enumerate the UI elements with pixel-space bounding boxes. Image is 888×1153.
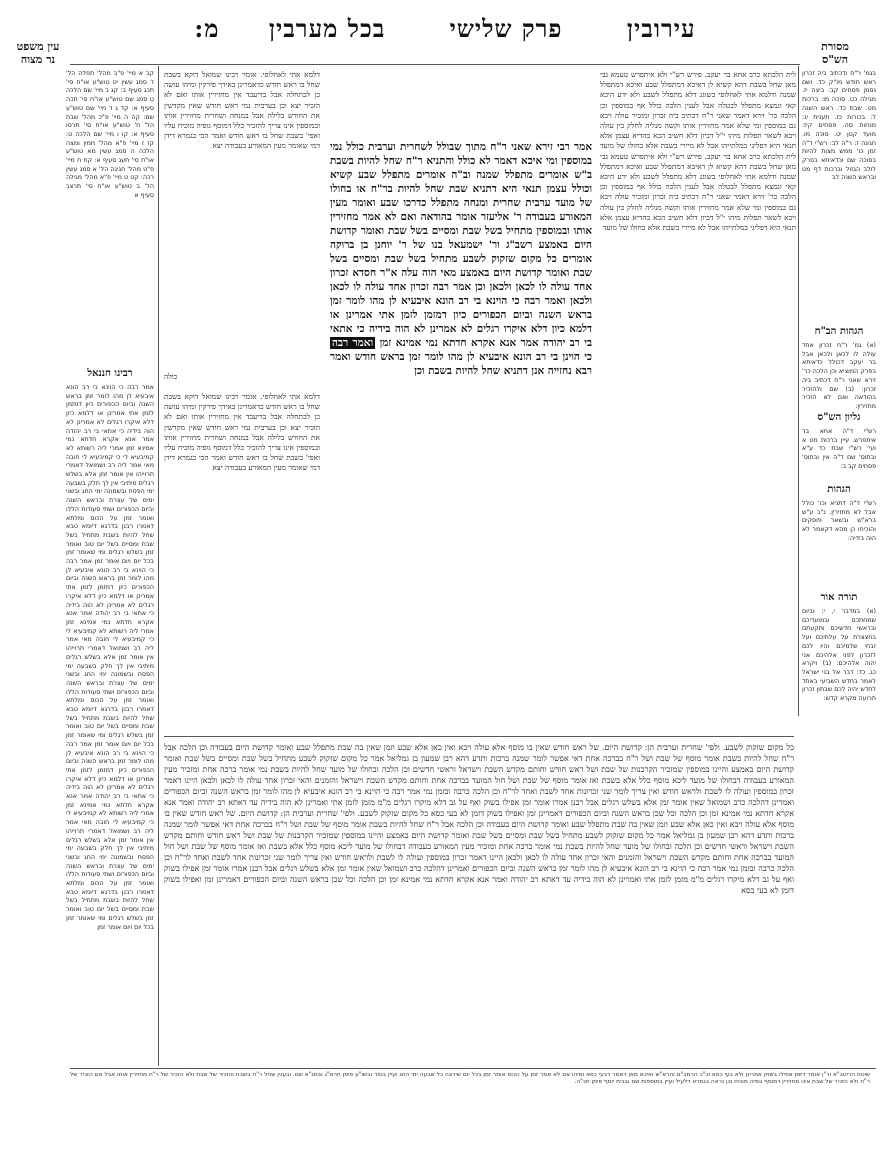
tosafot-bottom-text: כל מקום שזקוק לשבע. ולפי' שחרית וערבית הן: קדושת היום. של ראש חודש שאין בו מוסף אלא עולה ויבא ואין כאן אלא שבע וזמן שאין בה שבת מתפלל שבע ואומר קדושת היום בעבודה וכן הלכה אבל ר"ח שחל להיות בשבת אומר מוסף של שבת ושל ר"ח בברכה אחת דאי אפשר לומר שמנה ברכות ותדע דהא רבן שמעון בן גמליאל אמר כל מקום שזקוק לשבע מתחיל בשל שבת ומסיים בשל שבת ואומר קדושת היום באמצע והיינו במוספין שמזכיר הקרבנות של שבת ושל ראש חודש וחותם מקדש השבת וישראל וראשי חדשים וכן הלכה ובחולו של מועד שחל להיות בשבת נמי אומר ברכה אחת ומזכיר מעין המאורע בעבודה דבחולו של מועד ליכא מוסף כלל אלא בשבת ואז אומר מוסף של שבת ושל חול המועד בברכה אחת וחותם מקדש השבת וישראל והזמנים והאי זכרון אחד עולה לו לכאן ולכאן היינו דאמר זכרון במוספין ועולה לו לשבת ולראש חודש ואין צריך לומר שני זכרונות אחד לשבת ואחד לר"ח וכן הלכה כרבה ובזמן נמי אמר רבה כי הוינא בי רב הונא איבעיא לן מהו לומר זמן בראש השנה וביום הכפורים ואמרינן דהלכה כרב ושמואל שאין אומר זמן אלא בשלש רגלים אבל רבנן אמרו אומר זמן אפילו בשוק ואף על גב דלא מיקרו רגלים מ"מ מזמן לזמן אתי ואמרינן לא הוה בידיה עד דאתא רב יהודה ואמר אנא אקרא חדתא נמי אמינא זמן וכן הלכה וכל שכן בראש השנה וביום הכפורים דאמרינן זמן ואפילו בשוק דזמן לא בעי כסא — [164, 743, 794, 818]
tosafot-bottom-column — [164, 742, 794, 1060]
rashi-text-cont: לית הלכתא כרב אחא בר יעקב. פירש רש"י ולא איתפרש טעמא גבי מאן שחל בשבת דהא קשיא לן דאיכא דמתפלל שבע ואיכא דמתפלל שמנה ודלמא אתי לאחלופי בשוגג דלא מתפלל לשבע ולא ידע היכא קאי ונמצא מתפלל לבטלה אבל לענין הלכה כולל אף במוספין וכן הלכה כר' זירא דאמר שאני ר"ח דכתיב ביה זכרון ומזכיר עולה ויבא גם במוספין ומי שלא אמר מחזירין אותו וקשה מנליה לחלק בין עולה ויבא לשאר תפלות מיהו י"ל דכיון דלא חשיב הכא בהדיא עצמן אלא תנאי היא דפליגי במלתייהו אבל לא מיירי בשבת אלא בחולו של מועד — [600, 151, 796, 233]
tosafot-bottom-text-cont: כל מקום שזקוק לשבע. ולפי' שחרית וערבית הן: קדושת היום. של ראש חודש שאין בו מוסף אלא עולה ויבא ואין כאן אלא שבע וזמן שאין בה שבת מתפלל שבע ואומר קדושת היום בעבודה וכן הלכה אבל ר"ח שחל להיות בשבת אומר מוסף של שבת ושל ר"ח בברכה אחת דאי אפשר לומר שמנה ברכות ותדע דהא רבן שמעון בן גמליאל אמר כל מקום שזקוק לשבע מתחיל בשל שבת ומסיים בשל שבת ואומר קדושת היום באמצע והיינו במוספין שמזכיר הקרבנות של שבת ושל ראש חודש וחותם מקדש השבת וישראל וראשי חדשים וכן הלכה ובחולו של מועד שחל להיות בשבת נמי אומר ברכה אחת ומזכיר מעין המאורע בעבודה דבחולו של מועד ליכא מוסף כלל אלא בשבת ואז אומר מוסף של שבת ושל חול המועד בברכה אחת וחותם מקדש השבת וישראל והזמנים והאי זכרון אחד עולה לו לכאן ולכאן היינו דאמר זכרון במוספין ועולה לו לשבת ולראש חודש ואין צריך לומר שני זכרונות אחד לשבת ואחד לר"ח וכן הלכה כרבה ובזמן נמי אמר רבה כי הוינא בי רב הונא איבעיא לן מהו לומר זמן בראש השנה וביום הכפורים ואמרינן דהלכה כרב ושמואל שאין אומר זמן אלא בשלש רגלים אבל רבנן אמרו אומר זמן אפילו בשוק ואף על גב דלא מיקרו רגלים מ"מ מזמן לזמן אתי ואמרינן לא הוה בידיה עד דאתא רב יהודה ואמר אנא אקרא חדתא נמי אמינא זמן וכן הלכה וכל שכן בראש השנה וביום הכפורים דאמרינן זמן ואפילו בשוק דזמן לא בעי כסא — [164, 809, 794, 895]
header-title — [150, 14, 740, 44]
gemara-text: לשחרית וערבית כולל נמי במוספין ומי איכא דאמר לא כולל והתניא ר"ח שחל להיות בשבת ב"ש אומרים מתפלל שמנה וב"ה אומרים מתפלל שבע קשיא וכולל עצמן תנאי היא דתניא שבת שחל להיות בר"ח או בחולו של מועד ערבית שחרית ומנחה מתפלל כדרכו שבע ואומר מעין המאורע בעבודה ר' אליעזר אומר בהודאה ואם לא אמר מחזירין אותו ובמוספין מתחיל בשל שבת ומסיים בשל שבת ואומר קדושת היום באמצע רשב"ג ור' ישמעאל בנו של ר' יוחנן בן ברוקה אומרים כל מקום שזקוק לשבע מתחיל בשל שבת ומסיים בשל שבת ואומר קדושת היום באמצע מאי הוה עלה א"ר חסדא זכרון אחד עולה לו לכאן ולכאן וכן אמר רבה זכרון אחד עולה לו לכאן ולכאן ואמר רבה כי הוינא בי רב הונא איבעיא לן מהו לומר זמן בראש השנה וביום הכפורים כיון דמזמן לזמן אתי אמרינן או דלמא כיון דלא איקרו רגלים לא אמרינן לא הוה בידיה כי אתאי בי רב יהודה אמר אנא אקרא חדתא נמי אמינא זמן — [330, 141, 592, 349]
hagahot-text: רש"י ד"ה דתניא וכו' כולל אבל לא מחזירין. נ"ב ע"ש ברא"ש ובשאר פוסקים והוכיחו כן מהא דקאמר לא הוה בידיה: — [802, 500, 876, 542]
gemara-highlight: ואמר רבה — [332, 337, 374, 349]
right-rule — [798, 66, 799, 716]
page-header — [150, 12, 740, 52]
hagahot-habach-title: הגהות הב"ח — [814, 326, 864, 337]
footer-text: שיטת הריטב"א ור"ן אומר דזמן אפילו בשוק אמרינן ולא בעי כסא וכ"כ הרמב"ם והרא"ש ואיכא מאן דאמר דבעי כסא ומיהו אם לא אמר זמן על הכוס אומר זמן בכל יום שירצה כל שבעה ימי החג ועיין בטור ובשו"ע סימן תרמ"ג ובמג"א שם. ובענין שחל ר"ח בשבת והזכיר של שבת ולא הזכיר של ר"ח מחזירין אותו אבל אם הזכיר של ר"ח ולא הזכיר של שבת אינו מחזירין דמוסף גופיה מוכיח וכן נראה בגמרא דלעיל ועיין בתוספות שם ובבית יוסף סימן תכ"ה. — [70, 1072, 870, 1086]
footer-rule — [70, 1068, 876, 1069]
gemara-opening: אמר רבי זירא שאני ר"ח מתוך שבולל — [436, 141, 592, 153]
left-rule — [158, 66, 159, 1066]
rabbeinu-chananel-column — [66, 384, 154, 1064]
tosafot-column — [164, 70, 320, 370]
torah-or-title: תורה אור — [820, 592, 858, 603]
tosafot-end-word: כולה — [164, 372, 178, 381]
footer-notes — [70, 1072, 870, 1142]
daf-number: מ: — [194, 14, 220, 43]
gilyon-text: רש"י ד"ה אחא בר איתפרש. עיין ברכות מט א ועי' רש"י שבת כד ע"א ובתוס' שם ד"ה אין ובתוס' פסחים קב ב: — [802, 428, 876, 470]
gilyon-title: גליון הש"ס — [817, 412, 861, 423]
rashi-column — [600, 70, 796, 770]
gilyon-column — [802, 428, 876, 480]
ein-mishpat-label-line1: עין משפט — [16, 40, 60, 53]
rabbeinu-chananel-title: רבינו חננאל — [87, 368, 133, 379]
tosafot-text: דלמא אתי לאחלופי. אומר רבינו שמואל דוקא בשבת שחל בו ראש חודש כדאמרינן באידך פירקין ומיהו עושה כן לכתחלה אבל בדיעבד אין מחזירין אותו ואם לא הזכיר יצא וכן בערבית נמי ראש חודש שאין מקדשין את החודש בלילה אבל במנחה ושחרית מחזירין אותו ובמוספין אינו צריך להזכיר כלל דמוסף גופיה מוכיח עליו ואפי' בשבת שחל בו ראש חודש ואמר הכי בגמרא דידן דמי שאומר מעין המאורע בעבודה יצא — [164, 70, 320, 151]
ein-mishpat-label-line2: נר מצוה — [20, 53, 56, 66]
ein-mishpat-text: קב א מיי' פ"ב מהל' תפלה הל' ז' סמג עשין יט טוש"ע או"ח סי' תכג סעיף ב: קג ב מיי' שם הלכה ט סמג שם טוש"ע או"ח סי' תכה סעיף א: קד ג ד מיי' שם טוש"ע שם: קה ה מיי' פ"כ מהל' שבת הל' ח' טוש"ע או"ח סי' תרסו סעיף א: קו ו מיי' שם הלכה ט: קז ז מיי' פ"א מהל' חמץ ומצה הלכה ה סמג עשין מא טוש"ע או"ח סי' תעג סעיף א: קח ח מיי' פ"ט מהל' חגיגה הל' א סמג עשין רכה: קט ט מיי' פ"א מהל' מגילה הל' ב טוש"ע או"ח סי' תרצב סעיף א — [66, 70, 154, 199]
hagahot-column — [802, 500, 876, 584]
rabbeinu-chananel-text-cont: אמר רבה כי הוינא בי רב הונא איבעיא לן מהו לומר זמן בראש השנה וביום הכפורים כיון דמזמן לזמן אתי אמרינן או דלמא כיון דלא איקרו רגלים לא אמרינן לא הוה בידיה כי אתאי בי רב יהודה אמר אנא אקרא חדתא נמי אמינא זמן אמרי ליה רשותא לא קמיבעיא לי כי קמיבעיא לי חובה מאי אמר ליה רב ושמואל דאמרי תרוייהו אין אומר זמן אלא בשלש רגלים מיתיבי אין לך חלק בשבעה ימי הפסח ובשמונה ימי החג ובשני ימים של עצרת ובראש השנה וביום הכפורים ושתי סעודות הללו ואומר זמן על הכוס ומלתא דאמרו רבנן בדרגא דיומא טבא שחל להיות בשבת מתחיל בשל שבת ומסיים בשל יום טוב ואומר זמן בשלש רגלים ומי שאומר זמן בכל יום ויום אומר זמן — [66, 558, 154, 748]
masoret-column — [802, 70, 876, 320]
masoret-label — [800, 40, 870, 66]
torah-or-text: (א) במדבר י, י: וביום שמחתכם ובמועדיכם ובראשי חדשיכם ותקעתם בחצצרת על עלתיכם ועל זבחי שלמיכם והיו לכם לזכרון לפני אלהיכם אני יהוה אלהיכם: (ב) ויקרא כג, כד: דבר אל בני ישראל לאמר בחדש השביעי באחד לחדש יהיה לכם שבתון זכרון תרועה מקרא קדש: — [802, 608, 876, 703]
torah-or-column — [802, 608, 876, 708]
gemara-text-end: כי הוינן בי רב הונא איבעיא לן מהו לומר זמן בראש חודש ואמר רבא נחזייה אנן דתניא שחל להיות בשבת וכן — [330, 351, 592, 377]
header-rule — [70, 64, 800, 65]
mid-rule — [164, 736, 794, 737]
masoret-label-line1: מסורת — [821, 40, 849, 53]
hagahot-habach-column — [802, 342, 876, 410]
tractate-name: עירובין — [626, 14, 696, 43]
tosafot-end — [164, 372, 320, 386]
rashi-text: לית הלכתא כרב אחא בר יעקב. פירש רש"י ולא איתפרש טעמא גבי מאן שחל בשבת דהא קשיא לן דאיכא דמתפלל שבע ואיכא דמתפלל שמנה ודלמא אתי לאחלופי בשוגג דלא מתפלל לשבע ולא ידע היכא קאי ונמצא מתפלל לבטלה אבל לענין הלכה כולל אף במוספין וכן הלכה כר' זירא דאמר שאני ר"ח דכתיב ביה זכרון ומזכיר עולה ויבא גם במוספין ומי שלא אמר מחזירין אותו וקשה מנליה לחלק בין עולה ויבא לשאר תפלות מיהו י"ל דכיון דלא חשיב הכא בהדיא עצמן אלא תנאי היא דפליגי במלתייהו אבל לא מיירי בשבת אלא בחולו של מועד — [600, 70, 796, 151]
ein-mishpat-column — [66, 70, 154, 360]
masoret-text: בגמ' ר"ח ודכתיב ביה זכרון ראש חודש מו"ק כד. ושם נסמן פסחים קב: ביצה יז. מגילה כט. סוכה מו: ברכות מט. שבת כד. ראש השנה ל: בכורות כז. תענית יג: מנחות סה. פסחים קיז: מועד קטן יט. סוכה מו. חגיגה ז: ר"ה לב: רש"י ד"ה זמן כו' ממש מצות להיות בסוכה שם וכדאיתא בפרק לולב הגזול וברכות דף מט ובראש השנה לב — [802, 70, 876, 182]
hagahot-habach-text: (א) גמ' ר"ח זכרון אחד עולה לו לכאן ולכאן אבל בר יעקב דכולל כדאיתא בפרק המוציא וכן הלכה כר' זירא שאני ר"ח דכתיב ביה זכרון: (ב) שם ולהזכיר בהודאה ואם לא הזכיר מחזירין: — [802, 342, 876, 410]
gemara-column — [330, 140, 592, 730]
tosafot-lower-column — [164, 392, 320, 727]
masoret-label-line2: הש"ס — [821, 53, 849, 66]
rabbeinu-chananel-text-cont2: אמר רבה כי הוינא בי רב הונא איבעיא לן מהו לומר זמן בראש השנה וביום הכפורים כיון דמזמן לזמן אתי אמרינן או דלמא כיון דלא איקרו רגלים לא אמרינן לא הוה בידיה כי אתאי בי רב יהודה אמר אנא אקרא חדתא נמי אמינא זמן אמרי ליה רשותא לא קמיבעיא לי כי קמיבעיא לי חובה מאי אמר ליה רב ושמואל דאמרי תרוייהו אין אומר זמן אלא בשלש רגלים מיתיבי אין לך חלק בשבעה ימי הפסח ובשמונה ימי החג ובשני ימים של עצרת ובראש השנה וביום הכפורים ושתי סעודות הללו ואומר זמן על הכוס ומלתא דאמרו רבנן בדרגא דיומא טבא שחל להיות בשבת מתחיל בשל שבת ומסיים בשל יום טוב ואומר זמן בשלש רגלים ומי שאומר זמן בכל יום ויום אומר זמן — [66, 740, 154, 931]
mishna-heading: בכל מערבין — [268, 14, 386, 43]
rabbeinu-chananel-text: אמר רבה כי הוינא בי רב הונא איבעיא לן מהו לומר זמן בראש השנה וביום הכפורים כיון דמזמן לזמן אתי אמרינן או דלמא כיון דלא איקרו רגלים לא אמרינן לא הוה בידיה כי אתאי בי רב יהודה אמר אנא אקרא חדתא נמי אמינא זמן אמרי ליה רשותא לא קמיבעיא לי כי קמיבעיא לי חובה מאי אמר ליה רב ושמואל דאמרי תרוייהו אין אומר זמן אלא בשלש רגלים מיתיבי אין לך חלק בשבעה ימי הפסח ובשמונה ימי החג ובשני ימים של עצרת ובראש השנה וביום הכפורים ושתי סעודות הללו ואומר זמן על הכוס ומלתא דאמרו רבנן בדרגא דיומא טבא שחל להיות בשבת מתחיל בשל שבת ומסיים בשל יום טוב ואומר זמן בשלש רגלים ומי שאומר זמן בכל יום ויום אומר זמן — [66, 384, 154, 566]
hagahot-title: הגהות — [827, 484, 851, 495]
tosafot-lower-text: דלמא אתי לאחלופי. אומר רבינו שמואל דוקא בשבת שחל בו ראש חודש כדאמרינן באידך פירקין ומיהו עושה כן לכתחלה אבל בדיעבד אין מחזירין אותו ואם לא הזכיר יצא וכן בערבית נמי ראש חודש שאין מקדשין את החודש בלילה אבל במנחה ושחרית מחזירין אותו ובמוספין אינו צריך להזכיר כלל דמוסף גופיה מוכיח עליו ואפי' בשבת שחל בו ראש חודש ואמר הכי בגמרא דידן דמי שאומר מעין המאורע בעבודה יצא — [164, 392, 320, 473]
chapter-name: פרק שלישי — [449, 14, 563, 43]
ein-mishpat-label — [12, 40, 64, 66]
